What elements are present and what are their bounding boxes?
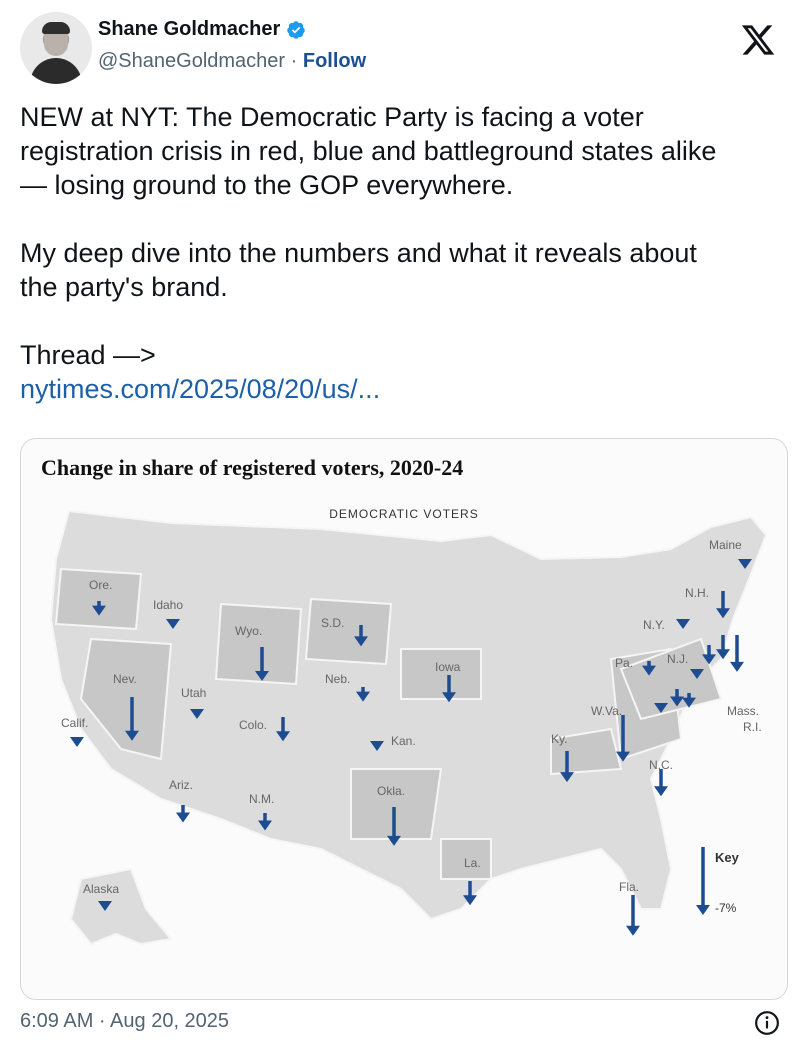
key-value: -7% <box>715 901 737 915</box>
chart-subtitle: DEMOCRATIC VOTERS <box>329 507 479 521</box>
state-label-mass: Mass. <box>727 704 760 718</box>
chart-title: Change in share of registered voters, 2020-24 <box>41 455 464 480</box>
separator: · <box>290 50 298 72</box>
us-map <box>21 439 787 999</box>
arrow-calif <box>70 737 84 747</box>
state-label-pa: Pa. <box>615 656 634 670</box>
author-name[interactable]: Shane Goldmacher <box>98 18 281 40</box>
state-label-ariz: Ariz. <box>169 778 193 792</box>
state-label-alaska: Alaska <box>83 882 120 896</box>
legend-key <box>715 850 740 915</box>
state-label-ri: R.I. <box>743 720 762 734</box>
state-label-idaho: Idaho <box>153 598 184 612</box>
media-card[interactable] <box>20 438 788 1000</box>
state-label-ny: N.Y. <box>643 618 665 632</box>
state-label-la: La. <box>464 856 481 870</box>
x-logo-icon[interactable] <box>740 22 776 58</box>
state-label-nm: N.M. <box>249 792 275 806</box>
tweet-header <box>16 10 786 90</box>
tweet-text <box>20 100 780 406</box>
follow-button[interactable]: Follow <box>302 50 367 72</box>
state-label-nj: N.J. <box>667 652 689 666</box>
arrow-mass <box>730 635 744 672</box>
state-label-ky: Ky. <box>551 732 568 746</box>
article-link[interactable]: nytimes.com/2025/08/20/us/... <box>20 374 381 404</box>
state-label-wyo: Wyo. <box>235 624 263 638</box>
author-name-row <box>98 18 306 41</box>
state-label-nc: N.C. <box>649 758 673 772</box>
key-arrow <box>696 847 710 915</box>
info-icon[interactable] <box>754 1010 780 1036</box>
state-label-iowa: Iowa <box>435 660 461 674</box>
arrow-nc <box>654 769 668 796</box>
state-label-kan: Kan. <box>391 734 416 748</box>
avatar[interactable] <box>20 12 92 84</box>
state-label-neb: Neb. <box>325 672 351 686</box>
key-title: Key <box>715 850 739 865</box>
state-label-colo: Colo. <box>239 718 268 732</box>
state-label-sd: S.D. <box>321 616 345 630</box>
state-label-fla: Fla. <box>619 880 640 894</box>
state-label-wva: W.Va. <box>591 704 623 718</box>
verified-badge-icon <box>286 20 306 40</box>
state-label-nh: N.H. <box>685 586 709 600</box>
state-label-okla: Okla. <box>377 784 406 798</box>
state-label-utah: Utah <box>181 686 207 700</box>
state-label-nev: Nev. <box>113 672 137 686</box>
state-label-calif: Calif. <box>61 716 89 730</box>
author-handle-row <box>98 50 366 73</box>
tweet-body: NEW at NYT: The Democratic Party is facing a voter registration crisis in red, blue and battleground states alike — losing ground to the GOP everywhere. My deep dive into the numbers and what it reveals about the party's brand. Thread —> <box>20 102 717 370</box>
state-label-ore: Ore. <box>89 578 113 592</box>
alaska-shape <box>71 869 171 944</box>
state-label-maine: Maine <box>709 538 742 552</box>
timestamp[interactable]: 6:09 AM · Aug 20, 2025 <box>20 1010 230 1032</box>
author-handle[interactable]: @ShaneGoldmacher <box>98 50 286 72</box>
